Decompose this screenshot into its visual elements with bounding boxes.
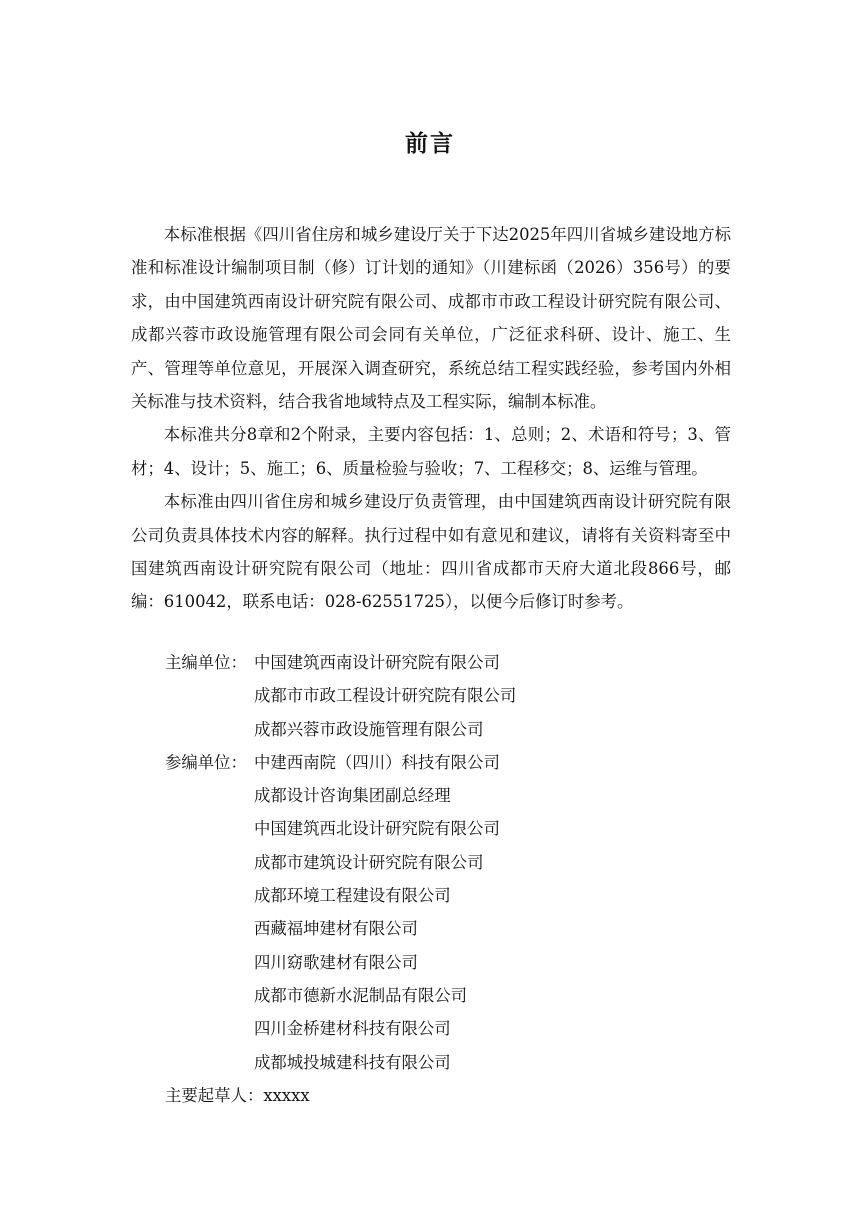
drafters-label: 主要起草人： bbox=[165, 1085, 264, 1105]
participating-unit-name: 成都环境工程建设有限公司 bbox=[254, 886, 451, 906]
paragraph-basis: 本标准根据《四川省住房和城乡建设厅关于下达2025年四川省城乡建设地方标准和标准设计编制项目制（修）订计划的通知》（川建标函（2026）356号）的要求，由中国建筑西南设计研究院有限公司、成都市市政工程设计研究院有限公司、成都兴蓉市政设施管理有限公司会同有关单位，广泛征求科研、设计、施工、生产、管理等单位意见，开展深入调查研究，系统总结工程实践经验，参考国内外相关标准与技术资料，结合我省地域特点及工程实际，编制本标准。 bbox=[131, 225, 731, 412]
participating-unit-row bbox=[165, 979, 725, 1012]
paragraph-contents: 本标准共分8章和2个附录，主要内容包括：1、总则；2、术语和符号；3、管材；4、设计；5、施工；6、质量检验与验收；7、工程移交；8、运维与管理。 bbox=[131, 425, 731, 478]
participating-unit-row bbox=[165, 812, 725, 845]
preface-body bbox=[131, 218, 731, 619]
participating-unit-name: 四川金桥建材科技有限公司 bbox=[254, 1019, 451, 1039]
participating-unit-row bbox=[165, 746, 725, 779]
participating-unit-row bbox=[165, 912, 725, 945]
participating-unit-name: 中国建筑西北设计研究院有限公司 bbox=[254, 819, 500, 839]
units-list bbox=[165, 646, 725, 1112]
participating-unit-name: 成都市建筑设计研究院有限公司 bbox=[254, 852, 484, 872]
participating-unit-row bbox=[165, 1012, 725, 1045]
paragraph-management: 本标准由四川省住房和城乡建设厅负责管理，由中国建筑西南设计研究院有限公司负责具体技术内容的解释。执行过程中如有意见和建议，请将有关资料寄至中国建筑西南设计研究院有限公司（地址：四川省成都市天府大道北段866号，邮编：610042，联系电话：028-62551725），以便今后修订时参考。 bbox=[131, 492, 731, 612]
participating-unit-name: 成都城投城建科技有限公司 bbox=[254, 1052, 451, 1072]
chief-unit-row bbox=[165, 713, 725, 746]
drafters-value: xxxxx bbox=[263, 1085, 310, 1105]
participating-units-label: 参编单位： bbox=[165, 752, 247, 772]
participating-unit-row bbox=[165, 946, 725, 979]
chief-units-label: 主编单位： bbox=[165, 653, 247, 672]
chief-unit-name: 成都市市政工程设计研究院有限公司 bbox=[254, 686, 517, 706]
chief-unit-name: 中国建筑西南设计研究院有限公司 bbox=[254, 653, 500, 672]
chief-unit-row bbox=[165, 679, 725, 712]
participating-unit-row bbox=[165, 846, 725, 879]
participating-unit-name: 中建西南院（四川）科技有限公司 bbox=[254, 752, 500, 772]
participating-unit-row bbox=[165, 1046, 725, 1079]
chief-unit-name: 成都兴蓉市政设施管理有限公司 bbox=[254, 719, 484, 739]
chief-unit-row bbox=[165, 646, 725, 679]
participating-unit-name: 成都设计咨询集团副总经理 bbox=[254, 786, 451, 806]
drafters-row bbox=[165, 1079, 725, 1112]
participating-unit-name: 四川窈歌建材有限公司 bbox=[254, 952, 418, 972]
page-title: 前言 bbox=[405, 130, 455, 157]
participating-unit-name: 成都市德新水泥制品有限公司 bbox=[254, 985, 468, 1005]
participating-unit-row bbox=[165, 779, 725, 812]
participating-unit-name: 西藏福坤建材有限公司 bbox=[254, 919, 418, 939]
participating-unit-row bbox=[165, 879, 725, 912]
